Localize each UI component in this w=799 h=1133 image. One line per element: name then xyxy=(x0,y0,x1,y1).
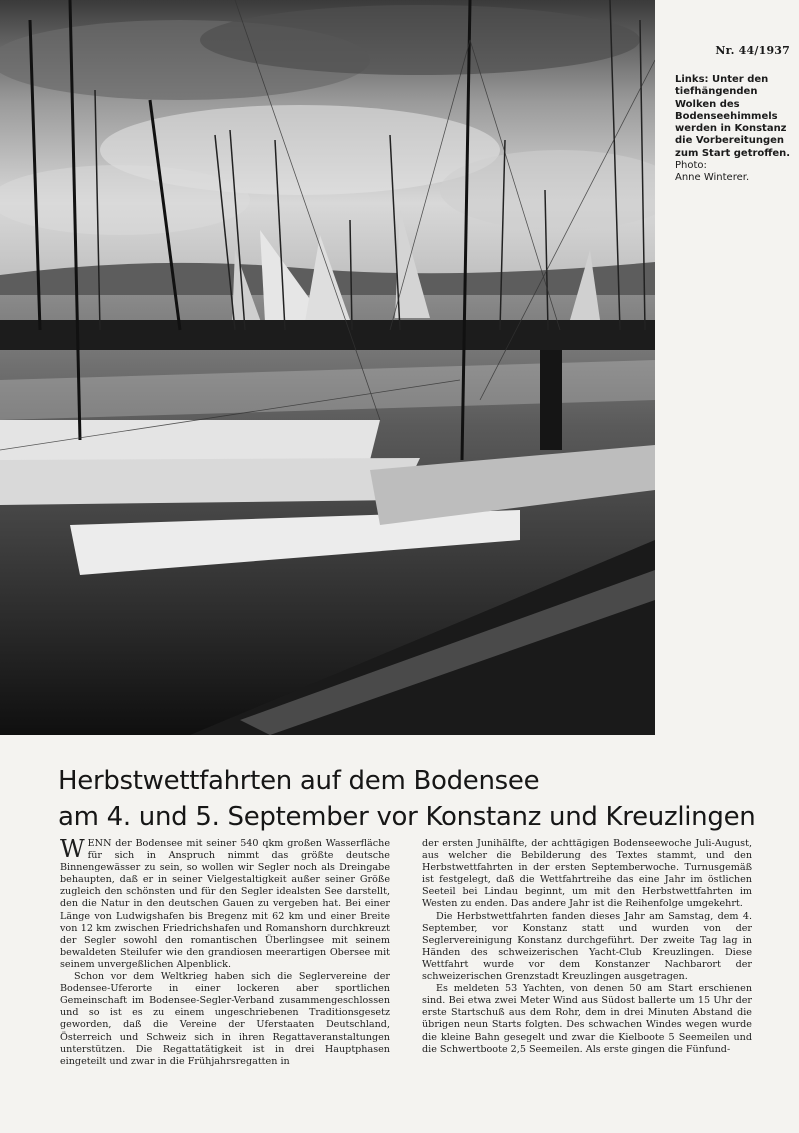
headline-line-1: Herbstwettfahrten auf dem Bodensee xyxy=(58,766,540,796)
paragraph-1-text: der Bodensee mit seiner 540 qkm großen Wasserfläche für sich in Anspruch nimmt das größte deutsche Binnengewässer zu sein, so wollen wir Segler noch als Dreingabe behaupten, daß er in seiner Vielgestaltigkeit außer seiner Größe zugleich den schönsten und für den Segler idealsten See darstellt, den die Natur in den deutschen Gauen zu vergeben hat. Bei einer Länge von Ludwigshafen bis Bregenz mit 62 km und einer Breite von 12 km zwischen Friedrichshafen und Romanshorn durchkreuzt der Segler sowohl den romantischen Überlingsee mit seinem bewaldeten Steilufer wie den grandiosen meerartigen Obersee mit seinem unvergeßlichen Alpenblick. xyxy=(60,838,390,970)
paragraph-3: der ersten Junihälfte, der achttägigen Bodenseewoche Juli-August, aus welcher die Bebilderung des Textes stammt, und den Herbstwettfahrten in der ersten Septemberwoche. Turnusgemäß ist festgelegt, daß die Wettfahrtreihe das eine Jahr im östlichen Seeteil bei Lindau beginnt, um mit den Herbstwettfahrten im Westen zu enden. Das andere Jahr ist die Reihenfolge umgekehrt. xyxy=(422,838,752,910)
paragraph-4: Die Herbstwettfahrten fanden dieses Jahr am Samstag, dem 4. September, vor Konstanz statt und wurden von der Seglervereinigung Konstanz durchgeführt. Der zweite Tag lag in Händen des schweizerischen Yacht-Club Kreuzlingen. Diese Wettfahrt wurde vor dem Konstanzer Nachbarort der schweizerischen Grenzstadt Kreuzlingen ausgetragen. xyxy=(422,910,752,983)
credit-label: Photo: xyxy=(675,160,707,172)
photo-credit xyxy=(675,160,793,185)
dropcap: W xyxy=(60,835,85,863)
paragraph-1 xyxy=(60,835,390,971)
credit-name: Anne Winterer. xyxy=(675,172,750,184)
dropcap-rest: ENN xyxy=(87,838,112,849)
article-column-right xyxy=(422,838,752,1056)
article-headline xyxy=(58,763,778,835)
article-column-left xyxy=(60,835,390,1068)
paragraph-5: Es meldeten 53 Yachten, von denen 50 am Start erschienen sind. Bei etwa zwei Meter Wind aus Südost ballerte um 15 Uhr der erste Startschuß aus dem Rohr, dem in drei Minuten Abstand die übrigen neun Starts folgten. Des schwachen Windes wegen wurde die kleine Bahn gesegelt und zwar die Kielboote 5 Seemeilen und die Schwertboote 2,5 Seemeilen. Als erste gingen die Fünfund- xyxy=(422,983,752,1055)
paragraph-2: Schon vor dem Weltkrieg haben sich die Seglervereine der Bodensee-Uferorte in einer lockeren aber sportlichen Gemeinschaft im Bodensee-Segler-Verband zusammengeschlossen und so ist es zu einem ungeschriebenen Traditionsgesetz geworden, daß die Vereine der Uferstaaten Deutschland, Österreich und Schweiz sich in ihren Regattaveranstaltungen unterstützen. Die Regattatätigkeit ist in drei Hauptphasen eingeteilt und zwar in die Frühjahrsregatten in xyxy=(60,971,390,1067)
caption-text: Links: Unter den tiefhängenden Wolken des Bodenseehimmels werden in Konstanz die Vorbereitungen zum Start getroffen. xyxy=(675,74,791,159)
photo-caption xyxy=(675,74,793,185)
headline-line-2: am 4. und 5. September vor Konstanz und Kreuzlingen xyxy=(58,802,756,832)
issue-number: Nr. 44/1937 xyxy=(715,44,790,57)
